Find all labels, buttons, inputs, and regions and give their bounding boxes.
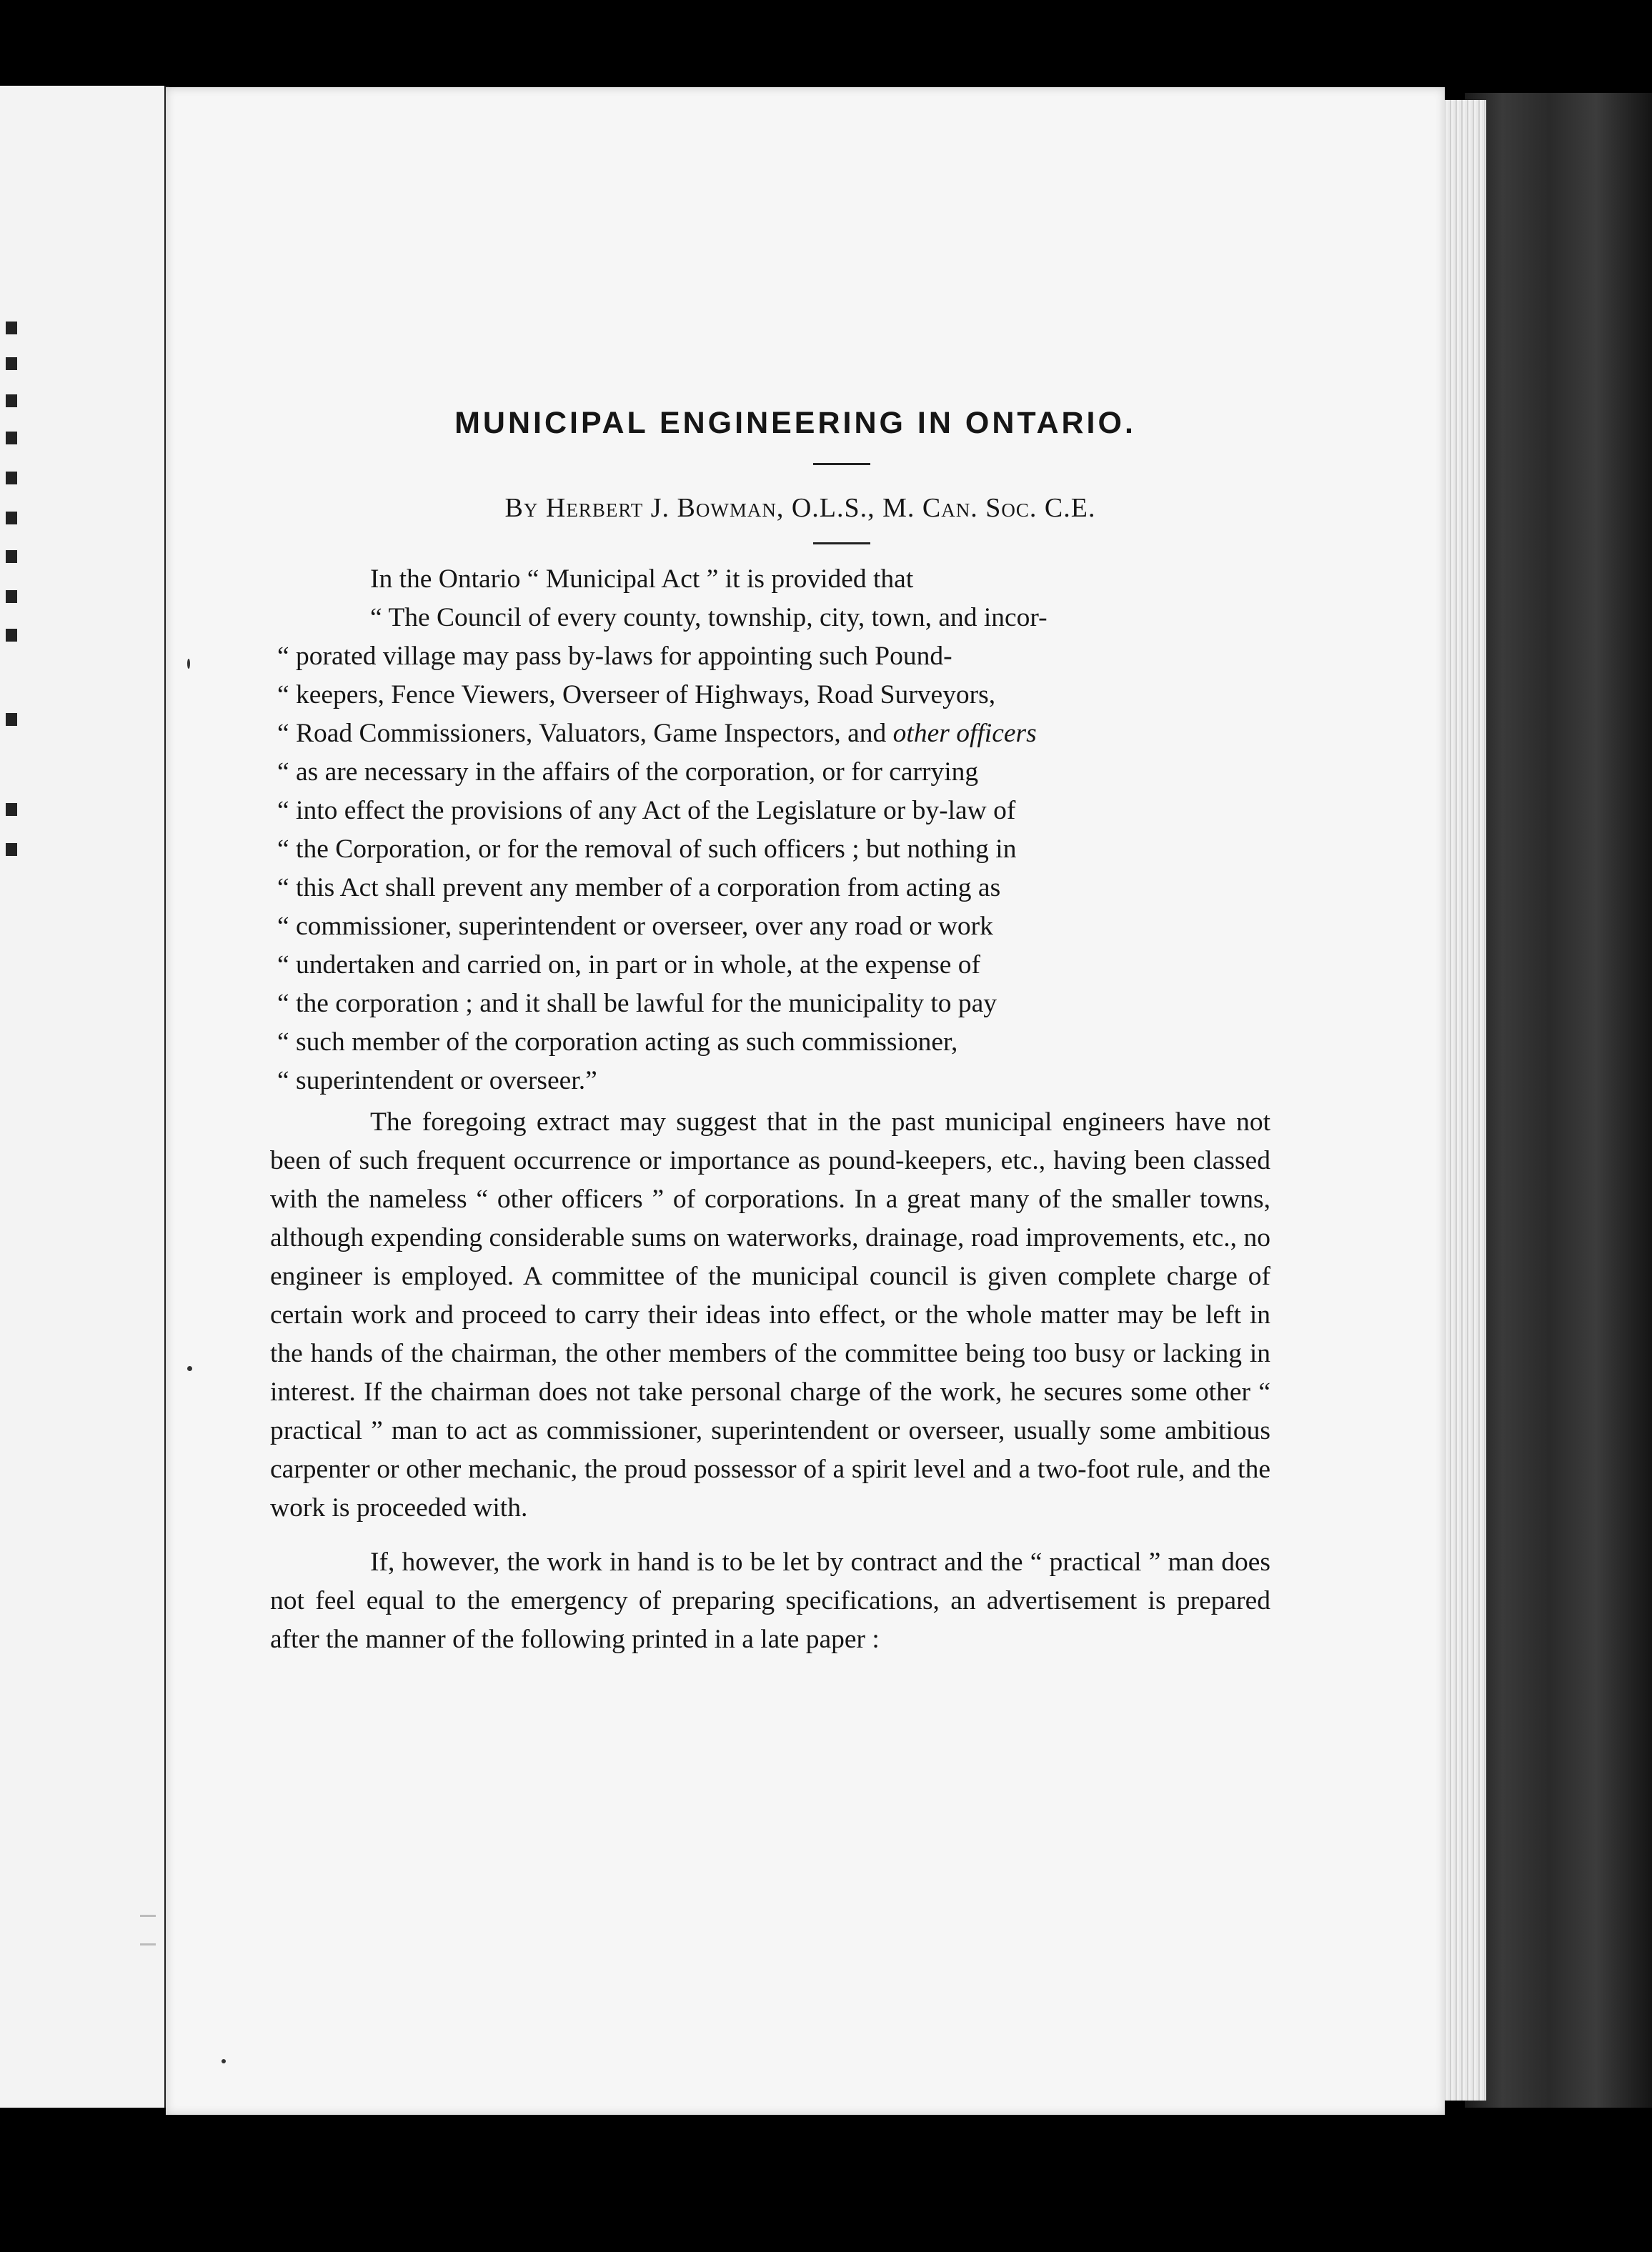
page-speck [187, 1366, 192, 1371]
quote-line-text: “ Road Commissioners, Valuators, Game Inspectors, and [277, 719, 887, 748]
page-mark [140, 1915, 156, 1917]
page-mark [140, 1943, 156, 1945]
title-rule [813, 463, 870, 465]
byline: By Herbert J. Bowman, O.L.S., M. Can. Soc. C.E. [504, 493, 1096, 523]
facing-page-glyph [6, 803, 17, 816]
article-title: MUNICIPAL ENGINEERING IN ONTARIO. [454, 406, 1136, 440]
facing-page-glyph [6, 472, 17, 484]
quote-line: “ such member of the corporation acting as such commissioner, [277, 1027, 958, 1057]
quote-line [270, 714, 1270, 753]
facing-page-glyph [6, 432, 17, 444]
quote-italic-phrase: other officers [892, 719, 1037, 748]
paragraph: The foregoing extract may suggest that in the past municipal engineers have not been of such frequent occurrence or importance as pound-keepers, etc., having been classed with the nameless “ other officers ” of corporations. In a great many of the smaller towns, although expending considerable sums on waterworks, drainage, road improvements, etc., no engineer is employed. A committee of the municipal council is given complete charge of certain work and proceed to carry their ideas into effect, or the whole matter may be left in the hands of the chairman, the other members of the committee being too busy or lacking in interest. If the chairman does not take personal charge of the work, he secures some other “ practical ” man to act as commissioner, superintendent or overseer, usually some ambitious carpenter or other mechanic, the proud possessor of a spirit level and a two-foot rule, and the work is proceeded with. [270, 1107, 1270, 1523]
quote-line: “ the Corporation, or for the removal of such officers ; but nothing in [277, 834, 1017, 864]
article-body [270, 560, 1270, 1659]
quote-line: “ undertaken and carried on, in part or in whole, at the expense of [277, 950, 980, 980]
book-spine-edge [1465, 93, 1652, 2108]
quote-line: “ superintendent or overseer.” [277, 1066, 597, 1095]
facing-page-glyph [6, 512, 17, 524]
article [270, 403, 1270, 1659]
quote-line: “ the corporation ; and it shall be lawful for the municipality to pay [277, 989, 997, 1018]
facing-page-glyph [6, 629, 17, 642]
intro-line: In the Ontario “ Municipal Act ” it is provided that [370, 564, 914, 594]
facing-page-glyph [6, 394, 17, 407]
facing-page-glyph [6, 843, 17, 856]
facing-page-glyph [6, 322, 17, 334]
facing-page-glyph [6, 713, 17, 726]
page-speck [187, 659, 190, 669]
book-page [166, 87, 1445, 2115]
quote-line: “ porated village may pass by-laws for appointing such Pound- [277, 642, 952, 671]
quote-line: “ into effect the provisions of any Act of the Legislature or by-law of [277, 796, 1016, 825]
quote-line: “ as are necessary in the affairs of the corporation, or for carrying [277, 757, 979, 787]
facing-page-glyph [6, 550, 17, 563]
paragraph: If, however, the work in hand is to be let by contract and the “ practical ” man does not feel equal to the emergency of preparing specifications, an advertisement is prepared after the manner of the following printed in a late paper : [270, 1548, 1270, 1654]
page-speck [222, 2059, 226, 2063]
facing-page-glyph [6, 357, 17, 370]
quote-line: “ this Act shall prevent any member of a corporation from acting as [277, 873, 1001, 902]
quote-line: “ keepers, Fence Viewers, Overseer of Highways, Road Surveyors, [277, 680, 996, 709]
facing-page-edge [0, 86, 169, 2108]
quote-line: “ commissioner, superintendent or overseer, over any road or work [277, 912, 993, 941]
quote-line: “ The Council of every county, township, city, town, and incor- [370, 603, 1048, 632]
act-quotation [270, 599, 1270, 1100]
byline-rule [813, 542, 870, 544]
facing-page-glyph [6, 590, 17, 603]
